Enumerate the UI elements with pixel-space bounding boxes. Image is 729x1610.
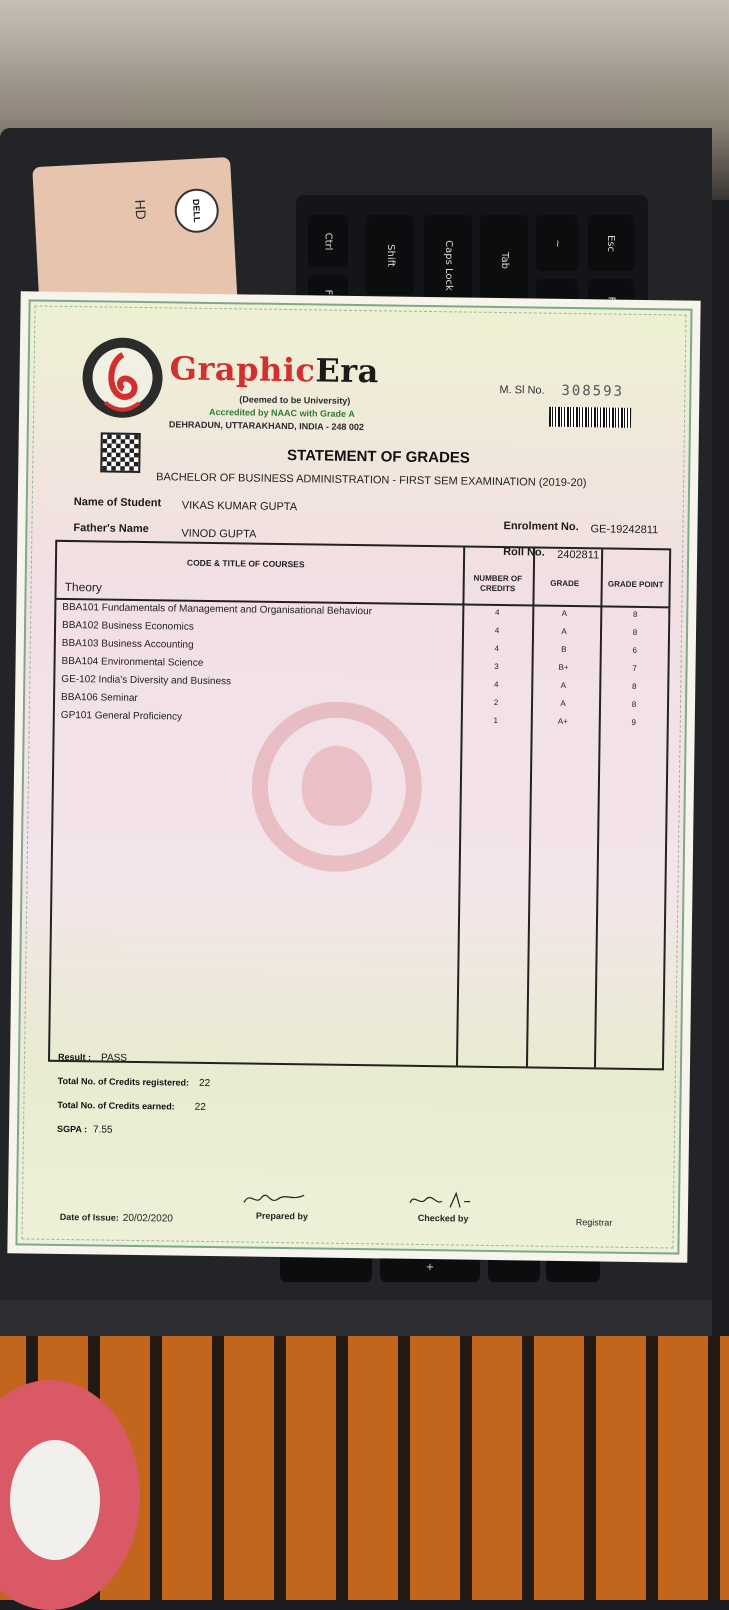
key-tab[interactable]: Tab <box>480 215 528 305</box>
course-credits: 2 <box>493 697 499 708</box>
roll-number-value: 2402811 <box>557 548 600 562</box>
grade-statement-document <box>7 291 700 1262</box>
course-credits: 3 <box>494 661 499 672</box>
checker-signature-icon <box>406 1191 476 1212</box>
course-grade-point: 8 <box>631 699 637 709</box>
course-grade: B <box>561 644 567 654</box>
course-credits: 4 <box>494 643 500 654</box>
grade-point-column-header: GRADE POINT <box>607 579 664 590</box>
course-grade-point: 9 <box>631 717 637 727</box>
serial-number-value: 308593 <box>561 382 625 400</box>
key-tilde[interactable]: ~ <box>536 215 578 271</box>
course-credits: 4 <box>494 679 499 690</box>
credits-registered-line: Total No. of Credits registered: 22 <box>57 1075 211 1090</box>
result-summary <box>57 1052 359 1166</box>
course-title: GE-102 India's Diversity and Business <box>61 673 232 688</box>
course-grade-point: 8 <box>633 609 638 619</box>
course-title: GP101 General Proficiency <box>60 709 183 723</box>
accreditation-text: Accredited by NAAC with Grade A <box>209 406 355 419</box>
course-grade: A <box>560 680 567 690</box>
course-grade: A+ <box>557 716 568 726</box>
statement-title: STATEMENT OF GRADES <box>286 447 470 467</box>
university-address: DEHRADUN, UTTARAKHAND, INDIA - 248 002 <box>168 419 364 433</box>
course-credits: 4 <box>495 607 500 618</box>
theory-section-label: Theory <box>64 579 103 595</box>
credits-column-header: NUMBER OF CREDITS <box>473 573 523 594</box>
roll-number-label: Roll No. <box>503 546 545 559</box>
program-name: BACHELOR OF BUSINESS ADMINISTRATION - FIRST SEM EXAMINATION (2019-20) <box>156 471 587 490</box>
course-credits: 1 <box>493 715 499 726</box>
father-name-value: VINOD GUPTA <box>181 527 257 541</box>
key-shift[interactable]: Shift <box>366 215 414 295</box>
course-title: BBA106 Seminar <box>61 691 138 704</box>
watermark-flame-icon <box>301 745 372 826</box>
course-column-header: CODE & TITLE OF COURSES <box>186 557 305 570</box>
student-name-value: VIKAS KUMAR GUPTA <box>181 499 298 514</box>
result-line: Result : PASS <box>57 1051 128 1064</box>
university-brand: GraphicEra <box>169 349 380 391</box>
course-title: BBA101 Fundamentals of Management and Organisational Behaviour <box>62 601 373 618</box>
enrolment-value: GE-19242811 <box>590 523 659 537</box>
course-grade: B+ <box>558 662 569 672</box>
enrolment-label: Enrolment No. <box>503 520 579 534</box>
course-title: BBA103 Business Accounting <box>61 637 194 651</box>
father-name-label: Father's Name <box>73 522 149 536</box>
document-frame <box>15 299 692 1254</box>
grade-column-header: GRADE <box>550 578 580 589</box>
course-grade-point: 8 <box>632 627 638 637</box>
checked-by-label: Checked by <box>417 1212 469 1224</box>
barcode-icon <box>549 407 631 428</box>
course-grade-point: 8 <box>631 681 637 691</box>
course-grade: A <box>561 608 568 618</box>
key-plus[interactable]: + <box>380 1252 480 1282</box>
key-ctrl[interactable]: Ctrl <box>308 215 348 267</box>
course-title: BBA102 Business Economics <box>62 619 194 633</box>
course-credits: 4 <box>494 625 500 636</box>
course-grade-point: 7 <box>632 663 637 673</box>
date-of-issue: Date of Issue: 20/02/2020 <box>59 1211 173 1225</box>
key-caps-lock[interactable]: Caps Lock <box>424 215 472 315</box>
credits-earned-line: Total No. of Credits earned: 22 <box>57 1099 206 1113</box>
course-grade-point: 6 <box>632 645 638 655</box>
fabric-flower-center <box>10 1440 100 1560</box>
graphic-era-logo-icon <box>77 332 168 423</box>
preparer-signature-icon <box>240 1188 310 1209</box>
student-name-label: Name of Student <box>73 496 162 510</box>
sgpa-line: SGPA : 7.55 <box>56 1123 113 1136</box>
hd-label: HD <box>132 199 150 221</box>
prepared-by-label: Prepared by <box>255 1210 308 1222</box>
registrar-label: Registrar <box>575 1217 613 1228</box>
course-grade: A <box>560 698 566 708</box>
dell-logo-icon: DELL <box>174 188 220 234</box>
serial-number-label: M. Sl No. <box>499 383 545 397</box>
course-title: BBA104 Environmental Science <box>61 655 204 669</box>
deemed-university-text: (Deemed to be University) <box>239 394 351 406</box>
course-grade: A <box>561 626 567 636</box>
key-esc[interactable]: Esc <box>588 215 634 271</box>
